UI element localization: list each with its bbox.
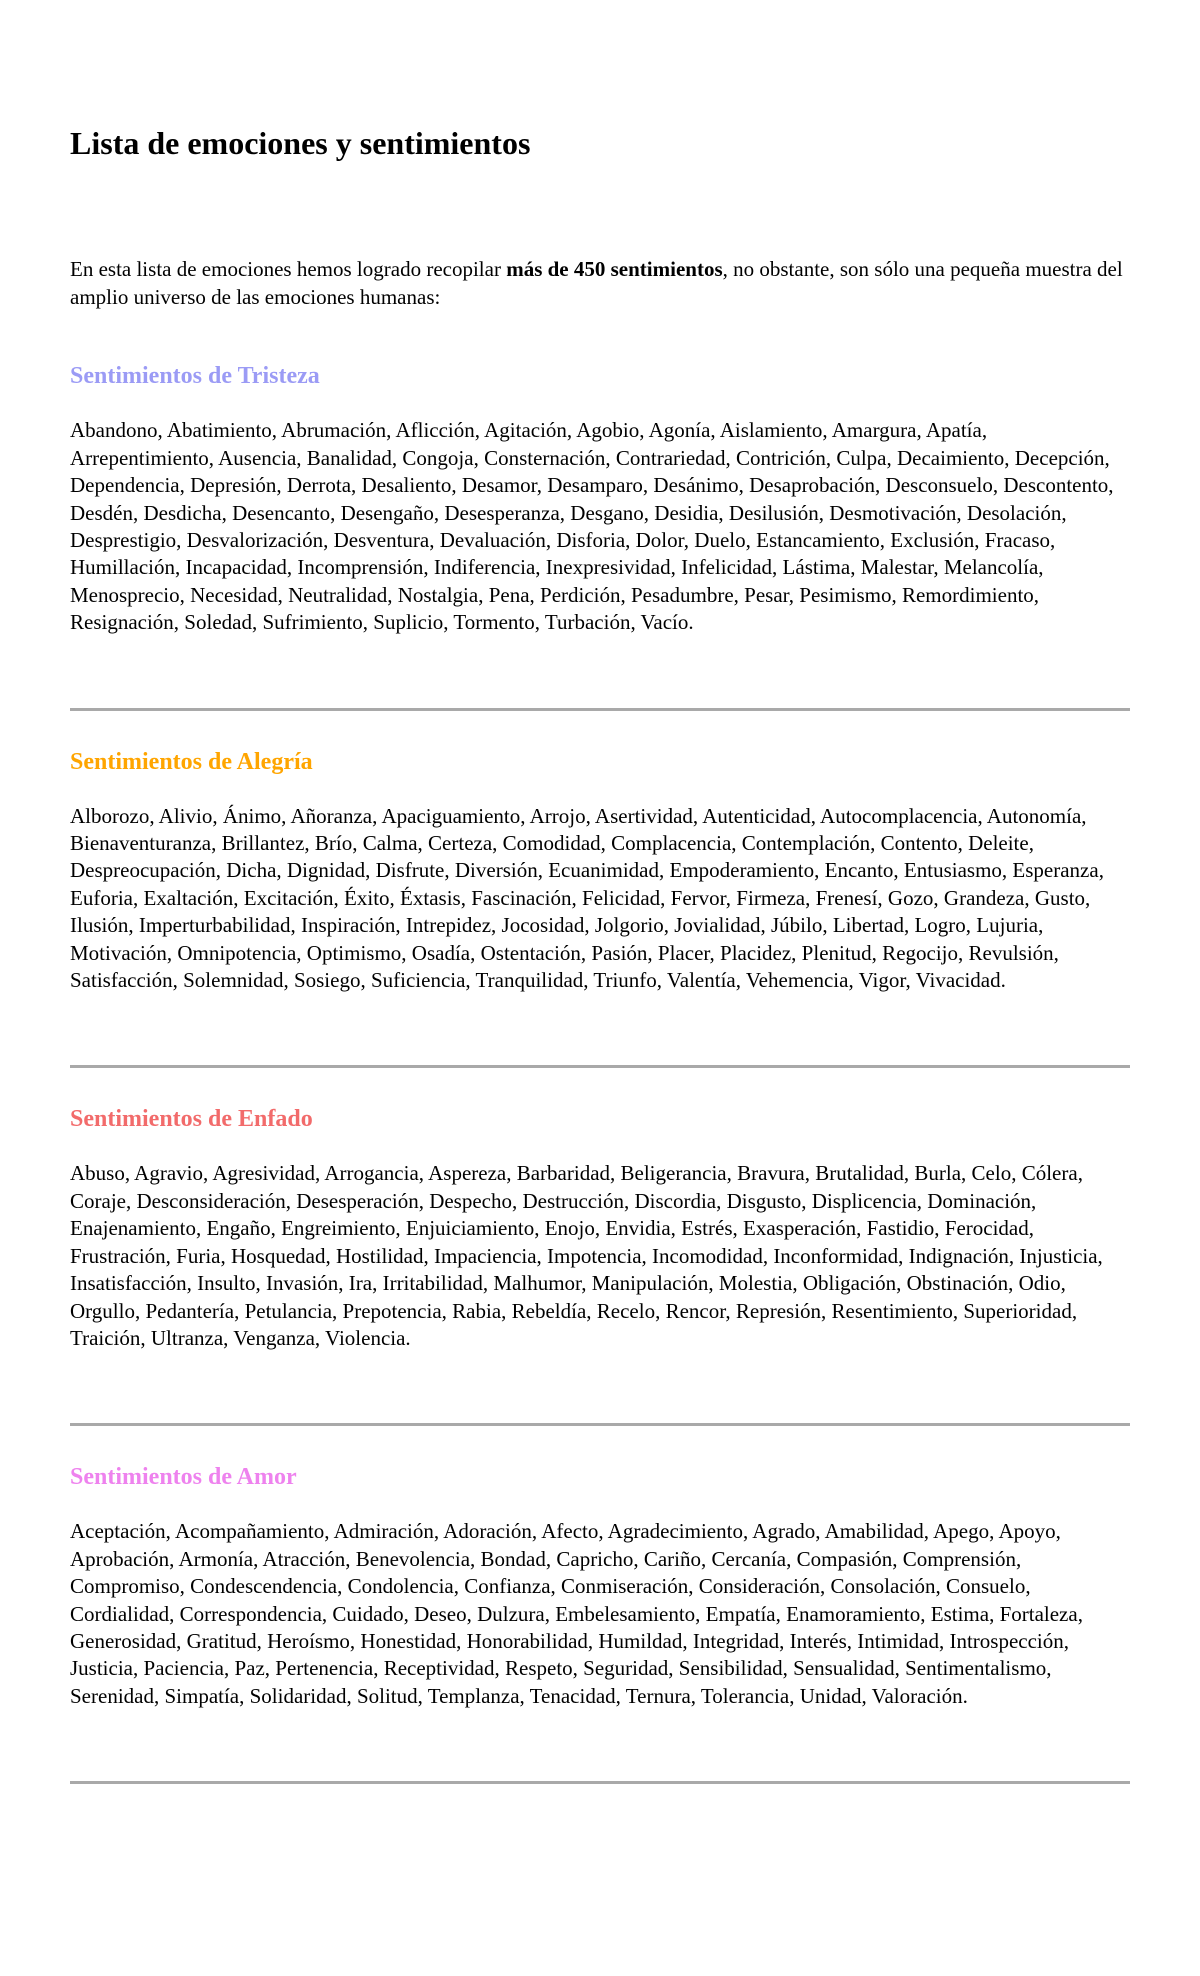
section-body-amor: Aceptación, Acompañamiento, Admiración, Adoración, Afecto, Agradecimiento, Agrado, Amabilidad, Apego, Apoyo, Aprobación, Armonía, Atracción, Benevolencia, Bondad, Capricho, Cariño, Cercanía, Compasión, Comprensión, Compromiso, Condescendencia, Condolencia, Confianza, Conmiseración, Consideración, Consolación, Consuelo, Cordialidad, Correspondencia, Cuidado, Deseo, Dulzura, Embelesamiento, Empatía, Enamoramiento, Estima, Fortaleza, Generosidad, Gratitud, Heroísmo, Honestidad, Honorabilidad, Humildad, Integridad, Interés, Intimidad, Introspección, Justicia, Paciencia, Paz, Pertenencia, Receptividad, Respeto, Seguridad, Sensibilidad, Sensualidad, Sentimentalismo, Serenidad, Simpatía, Solidaridad, Solitud, Templanza, Tenacidad, Ternura, Tolerancia, Unidad, Valoración.	[70, 1519, 1083, 1708]
section-heading-tristeza: Sentimientos de Tristeza	[70, 363, 320, 390]
section-divider	[70, 1065, 1130, 1068]
intro-emphasis: más de 450 sentimientos	[506, 257, 723, 282]
page-title: Lista de emociones y sentimientos	[70, 125, 531, 161]
section-heading-enfado: Sentimientos de Enfado	[70, 1106, 313, 1133]
section-body-alegria: Alborozo, Alivio, Ánimo, Añoranza, Apaciguamiento, Arrojo, Asertividad, Autenticidad, Autocomplacencia, Autonomía, Bienaventuranza, Brillantez, Brío, Calma, Certeza, Comodidad, Complacencia, Contemplación, Contento, Deleite, Despreocupación, Dicha, Dignidad, Disfrute, Diversión, Ecuanimidad, Empoderamiento, Encanto, Entusiasmo, Esperanza, Euforia, Exaltación, Excitación, Éxito, Éxtasis, Fascinación, Felicidad, Fervor, Firmeza, Frenesí, Gozo, Grandeza, Gusto, Ilusión, Imperturbabilidad, Inspiración, Intrepidez, Jocosidad, Jolgorio, Jovialidad, Júbilo, Libertad, Logro, Lujuria, Motivación, Omnipotencia, Optimismo, Osadía, Ostentación, Pasión, Placer, Placidez, Plenitud, Regocijo, Revulsión, Satisfacción, Solemnidad, Sosiego, Suficiencia, Tranquilidad, Triunfo, Valentía, Vehemencia, Vigor, Vivacidad.	[70, 803, 1104, 993]
section-amor	[70, 1462, 1130, 1710]
section-body-enfado: Abuso, Agravio, Agresividad, Arrogancia, Aspereza, Barbaridad, Beligerancia, Bravura, Brutalidad, Burla, Celo, Cólera, Coraje, Desconsideración, Desesperación, Despecho, Destrucción, Discordia, Disgusto, Displicencia, Dominación, Enajenamiento, Engaño, Engreimiento, Enjuiciamiento, Enojo, Envidia, Estrés, Exasperación, Fastidio, Ferocidad, Frustración, Furia, Hosquedad, Hostilidad, Impaciencia, Impotencia, Incomodidad, Inconformidad, Indignación, Injusticia, Insatisfacción, Insulto, Invasión, Ira, Irritabilidad, Malhumor, Manipulación, Molestia, Obligación, Obstinación, Odio, Orgullo, Pedantería, Petulancia, Prepotencia, Rabia, Rebeldía, Recelo, Rencor, Represión, Resentimiento, Superioridad, Traición, Ultranza, Venganza, Violencia.	[70, 1161, 1103, 1350]
section-heading-amor: Sentimientos de Amor	[70, 1464, 297, 1491]
section-divider	[70, 708, 1130, 711]
intro-text-after: , no obstante, son sólo una pequeña muestra del amplio universo de las emociones humanas:	[70, 257, 1123, 310]
intro-paragraph	[70, 255, 1130, 311]
section-divider	[70, 1423, 1130, 1426]
section-body-tristeza: Abandono, Abatimiento, Abrumación, Aflicción, Agitación, Agobio, Agonía, Aislamiento, Amargura, Apatía, Arrepentimiento, Ausencia, Banalidad, Congoja, Consternación, Contrariedad, Contrición, Culpa, Decaimiento, Decepción, Dependencia, Depresión, Derrota, Desaliento, Desamor, Desamparo, Desánimo, Desaprobación, Desconsuelo, Descontento, Desdén, Desdicha, Desencanto, Desengaño, Desesperanza, Desgano, Desidia, Desilusión, Desmotivación, Desolación, Desprestigio, Desvalorización, Desventura, Devaluación, Disforia, Dolor, Duelo, Estancamiento, Exclusión, Fracaso, Humillación, Incapacidad, Incomprensión, Indiferencia, Inexpresividad, Infelicidad, Lástima, Malestar, Melancolía, Menosprecio, Necesidad, Neutralidad, Nostalgia, Pena, Perdición, Pesadumbre, Pesar, Pesimismo, Remordimiento, Resignación, Soledad, Sufrimiento, Suplicio, Tormento, Turbación, Vacío.	[70, 418, 1114, 635]
section-alegria	[70, 747, 1130, 995]
section-heading-alegria: Sentimientos de Alegría	[70, 748, 313, 775]
section-divider	[70, 1781, 1130, 1784]
intro-text-before: En esta lista de emociones hemos logrado recopilar	[70, 257, 507, 282]
section-enfado	[70, 1104, 1130, 1352]
section-tristeza	[70, 361, 1130, 636]
